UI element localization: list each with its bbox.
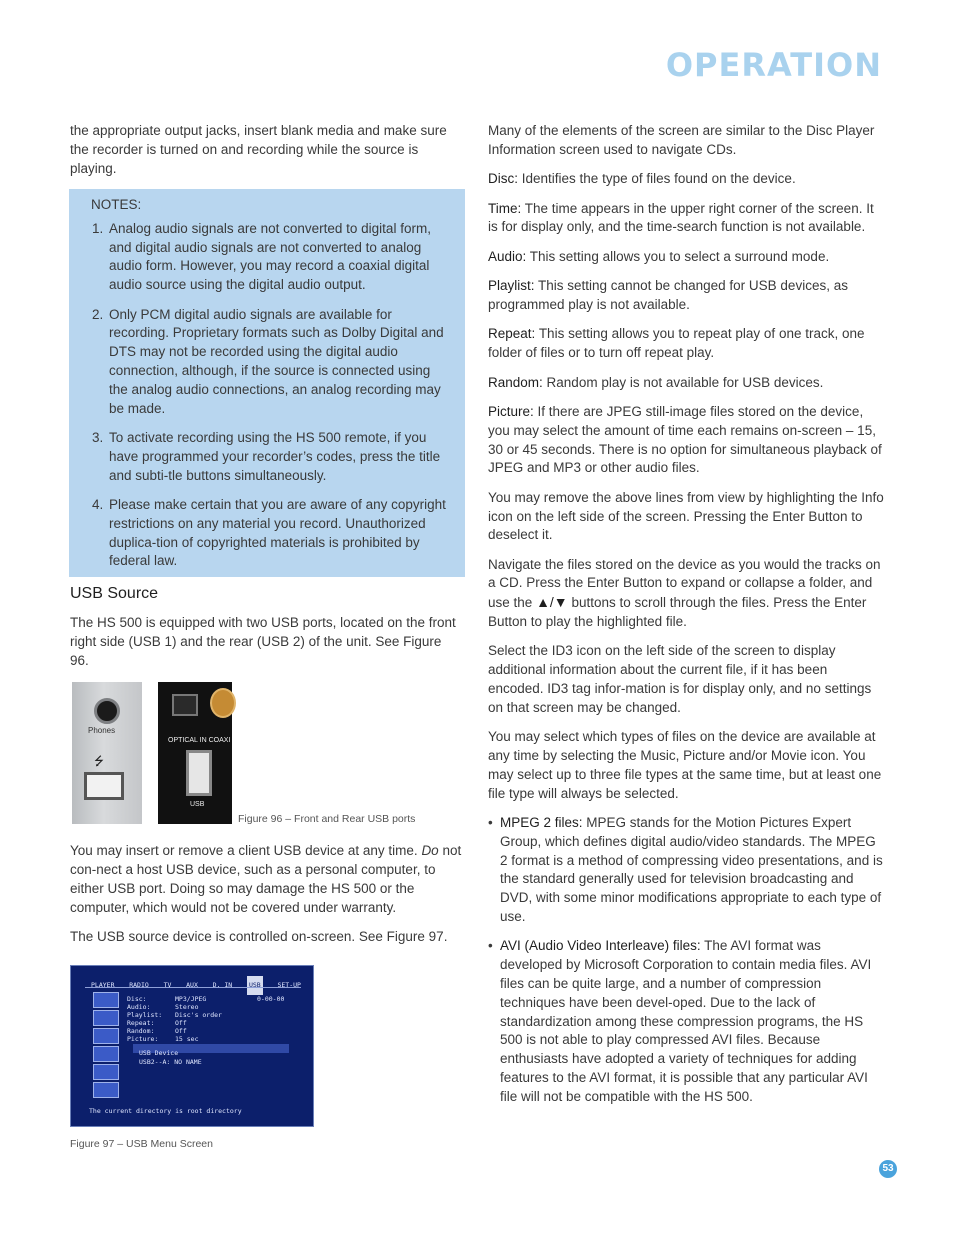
bullet-icon: • xyxy=(488,815,493,831)
definition-term: Time: xyxy=(488,200,522,216)
menu-directory-status: The current directory is root directory xyxy=(89,1106,242,1115)
figure-96-caption: Figure 96 – Front and Rear USB ports xyxy=(238,813,416,826)
tab-usb: USB xyxy=(247,976,263,995)
music-icon xyxy=(93,1046,119,1062)
up-down-arrow-icon: ▲/▼ xyxy=(536,594,568,611)
navigate-text: Navigate the files stored on the device as you would the tracks on a CD. Press the Enter Button to expand or collapse a folder, and use the xyxy=(488,556,881,611)
front-usb-port xyxy=(84,772,124,800)
headphone-jack-icon xyxy=(94,698,120,724)
bullet-avi xyxy=(488,937,886,1106)
definition-disc xyxy=(488,170,886,189)
page-number-badge: 53 xyxy=(879,1160,897,1178)
coax-jack-icon xyxy=(210,688,236,718)
usb-intro-paragraph: The HS 500 is equipped with two USB ports, located on the front right side (USB 1) and the rear (USB 2) of the unit. See Figure 96. xyxy=(70,614,456,668)
definition-text: This setting allows you to repeat play of one track, one folder of files or to turn off repeat play. xyxy=(488,326,865,361)
info-value: 15 sec xyxy=(175,1034,199,1043)
info-label: Disc: xyxy=(127,994,147,1003)
bullet-term: AVI (Audio Video Interleave) files: xyxy=(500,938,701,954)
definition-term: Picture: xyxy=(488,403,534,419)
definition-text: This setting cannot be changed for USB devices, as programmed play is not available. xyxy=(488,278,848,312)
info-value: Stereo xyxy=(175,1002,199,1011)
info-value: Disc's order xyxy=(175,1010,222,1019)
definition-term: Audio: xyxy=(488,248,527,264)
right-intro: Many of the elements of the screen are similar to the Disc Player Information screen used to navigate CDs. xyxy=(488,123,875,157)
info-icon xyxy=(93,992,119,1008)
front-panel-photo xyxy=(72,682,142,824)
definition-term: Disc: xyxy=(488,171,518,187)
tab-radio: RADIO xyxy=(129,980,149,989)
info-value: Off xyxy=(175,1026,187,1035)
bullet-mpeg2 xyxy=(488,814,886,927)
optical-label: OPTICAL IN COAXI xyxy=(168,737,231,745)
bullet-text: MPEG stands for the Motion Pictures Expert Group, which defines digital audio/video standards. The MPEG 2 format is a method of compressing video presentations, and is the standard generally used for television broadcasting and DVD, with some minor modifications appropriate to each type of use. xyxy=(500,815,883,925)
definition-term: Random: xyxy=(488,374,543,390)
definition-playlist xyxy=(488,277,886,315)
phones-label: Phones xyxy=(88,726,116,736)
notes-box xyxy=(69,189,465,577)
movie-icon xyxy=(93,1082,119,1098)
definition-text: The time appears in the upper right corner of the screen. It is for display only, and the time-search function is not available. xyxy=(488,200,874,235)
left-column xyxy=(70,122,462,1154)
tab-player: PLAYER xyxy=(91,980,115,989)
note-item: 1. Analog audio signals are not converted to digital form, and digital audio signals are not converted to analog audio form. However, you may record a coaxial digital audio source using the digital audio output. xyxy=(107,220,449,295)
intro-paragraph: the appropriate output jacks, insert blank media and make sure the recorder is turned on and recording while the source is playing. xyxy=(70,123,447,176)
definition-text: Random play is not available for USB devices. xyxy=(546,374,824,390)
info-label: Picture: xyxy=(127,1034,159,1043)
usb-symbol-icon: ⭍ xyxy=(94,754,104,769)
definition-audio xyxy=(488,248,886,267)
info-label: Audio: xyxy=(127,1002,151,1011)
id3-paragraph: Select the ID3 icon on the left side of the screen to display additional information about the current file, if it has been encoded. ID3 tag infor-mation is for display only, and no settings on that screen may be changed. xyxy=(488,643,872,715)
info-label: Repeat: xyxy=(127,1018,155,1027)
remove-paragraph: You may remove the above lines from view by highlighting the Info icon on the left side of the screen. Pressing the Enter Button to deselect it. xyxy=(488,489,884,543)
menu-time: 0-00-00 xyxy=(257,994,285,1003)
definition-repeat xyxy=(488,325,886,363)
page-title: OPERATION xyxy=(665,46,882,84)
definition-time xyxy=(488,200,886,238)
usb-source-heading: USB Source xyxy=(70,585,159,603)
notes-title: NOTES: xyxy=(91,196,142,212)
note-item: 2. Only PCM digital audio signals are available for recording. Proprietary formats such as Dolby Digital and DTS may not be recorded using the digital audio connection, although, if the source is connected using the analog audio connections, an analog recording may be made. xyxy=(107,306,449,419)
file-item: USB Device xyxy=(133,1044,289,1053)
notes-list xyxy=(91,220,449,571)
definition-text: If there are JPEG still-image files stored on the device, you may select the amount of time each remains on-screen – 15, 30 or 45 seconds. There is no option for simultaneous playback of JPEG and MP3 or other audio files. xyxy=(488,403,882,476)
program-icon xyxy=(93,1010,119,1026)
info-label: Playlist: xyxy=(127,1010,163,1019)
insert-text: not con-nect a host USB device, such as a personal computer, to either USB port. Doing so may damage the HS 500 or the computer, which would not be covered under warranty. xyxy=(70,843,462,915)
definition-term: Playlist: xyxy=(488,278,535,294)
tab-tv: TV xyxy=(163,980,172,989)
definition-random xyxy=(488,374,886,393)
insert-paragraph xyxy=(70,842,462,917)
rear-panel-photo xyxy=(158,682,232,824)
filetypes-paragraph: You may select which types of files on the device are available at any time by selecting the Music, Picture and/or Movie icon. You may select up to three file types at the same time, but at least one file type will always be selected. xyxy=(488,729,882,801)
insert-text: You may insert or remove a client USB device at any time. xyxy=(70,843,418,859)
usb-label: USB xyxy=(190,801,205,809)
definition-text: This setting allows you to select a surround mode. xyxy=(529,248,830,264)
info-label: Random: xyxy=(127,1026,155,1035)
bullet-term: MPEG 2 files: xyxy=(500,815,583,831)
controlled-paragraph: The USB source device is controlled on-screen. See Figure 97. xyxy=(70,929,448,945)
menu-icons xyxy=(93,992,119,1100)
menu-divider xyxy=(85,987,301,988)
bullet-icon: • xyxy=(488,938,493,954)
tab-d-in: D. IN xyxy=(212,980,233,989)
note-item: 3. To activate recording using the HS 500 remote, if you have programmed your recorder’s codes, press the title and subti-tle buttons simultaneously. xyxy=(107,429,449,485)
tab-aux: AUX xyxy=(186,980,198,989)
tab-setup: SET-UP xyxy=(277,980,301,989)
rear-usb-port xyxy=(186,750,212,796)
navigate-paragraph xyxy=(488,556,886,632)
figure-97-caption: Figure 97 – USB Menu Screen xyxy=(70,1137,213,1150)
definition-text: Identifies the type of files found on the device. xyxy=(521,171,796,187)
insert-emphasis: Do xyxy=(421,843,439,859)
definition-picture xyxy=(488,403,886,478)
right-column xyxy=(488,122,886,1117)
file-item: USB2--A: NO NAME xyxy=(139,1057,202,1066)
id3-icon xyxy=(93,1028,119,1044)
note-item: 4. Please make certain that you are aware of any copyright restrictions on any material you record. Unauthorized duplica-tion of copyrighted materials is prohibited by federal law. xyxy=(107,496,449,571)
definition-term: Repeat: xyxy=(488,326,536,342)
menu-file-list xyxy=(133,1044,289,1066)
info-value: Off xyxy=(175,1018,187,1027)
navigate-text: buttons to scroll through the files. Press the Enter Button to play the highlighted file. xyxy=(488,595,867,630)
optical-port-icon xyxy=(172,694,198,716)
menu-info xyxy=(127,990,222,1043)
figure-96 xyxy=(70,682,462,834)
figure-97-usb-menu xyxy=(70,965,314,1127)
picture-icon xyxy=(93,1064,119,1080)
bullet-text: The AVI format was developed by Microsoft Corporation to contain media files. AVI files can be quite large, and a number of compression techniques have been devel-oped. Due to the lack of standardization among these compression programs, the HS 500 is not able to play compressed AVI files. Because enthusiasts have adopted a variety of techniques for adding features to the AVI format, it is possible that any particular AVI file will not be compatible with the HS 500. xyxy=(500,938,872,1104)
info-value: MP3/JPEG xyxy=(175,994,207,1003)
